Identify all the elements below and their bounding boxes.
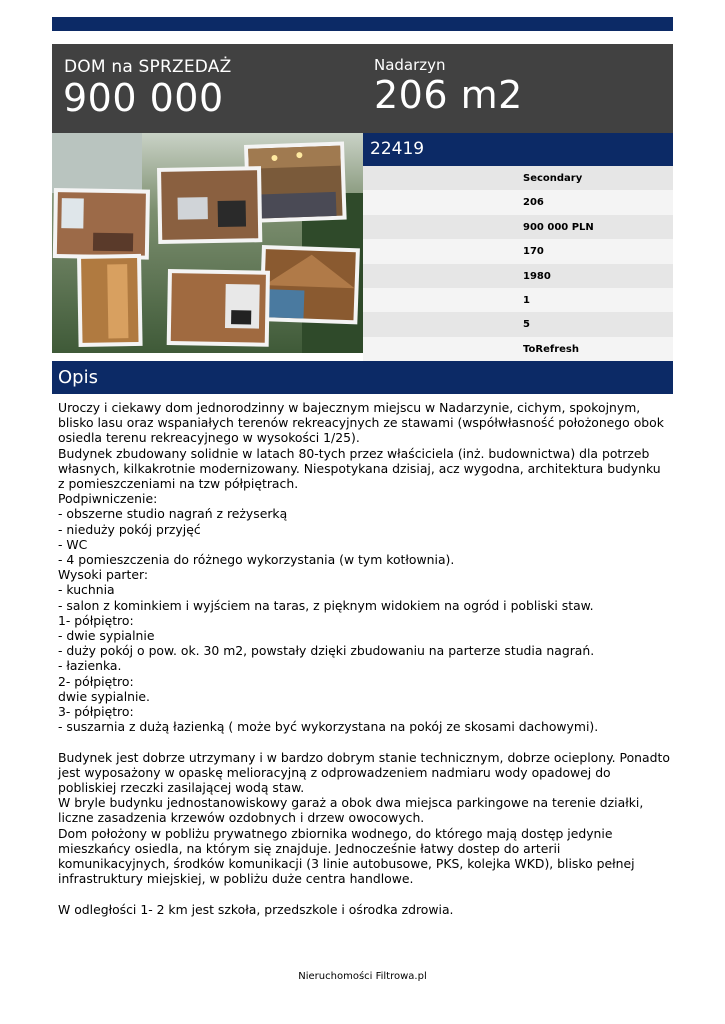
detail-value: 5 (523, 319, 530, 331)
price-value: 900 000 (63, 76, 224, 120)
location-label: Nadarzyn (374, 56, 446, 74)
description-heading-bar (52, 361, 673, 394)
detail-value: 900 000 PLN (523, 221, 594, 233)
detail-row (363, 166, 673, 190)
property-photo-collage (52, 133, 363, 353)
detail-row (363, 239, 673, 263)
listing-id-bar (363, 133, 673, 166)
detail-row (363, 288, 673, 312)
detail-value: 206 (523, 197, 544, 209)
detail-row (363, 312, 673, 336)
details-table (363, 166, 673, 361)
footer-agency-name: Nieruchomości Filtrowa.pl (298, 971, 427, 982)
description-text: Uroczy i ciekawy dom jednorodzinny w bajecznym miejscu w Nadarzynie, cichym, spokojnym, blisko lasu oraz wspaniałych terenów rekreacyjnych ze stawami (współwłasność położonego obok osiedla terenu rekreacyjnego w wysokości 1/25). Budynek zbudowany solidnie w latach 80-tych przez właściciela (inż. budownictwa) dla potrzeb własnych, kilkakrotnie modernizowany. Niespotykana dzisiaj, acz wygodna, architektura budynku z pomieszczeniami na tzw półpiętrach. Podpiwniczenie: - obszerne studio nagrań z reżyserką - nieduży pokój przyjęć - WC - 4 pomieszczenia do różnego wykorzystania (w tym kotłownia). Wysoki parter: - kuchnia - salon z kominkiem i wyjściem na taras, z pięknym widokiem na ogród i pobliski staw. 1- półpiętro: - dwie sypialnie - duży pokój o pow. ok. 30 m2, powstały dzięki zbudowaniu na parterze studia nagrań. - łazienka. 2- półpiętro: dwie sypialnie. 3- półpiętro: - suszarnia z dużą łazienką ( może być wykorzystana na pokój ze skosami dachowymi). Budynek jest dobrze utrzymany i w bardzo dobrym stanie technicznym, dobrze ocieplony. Ponadto jest wyposażony w opaskę melioracyjną z odprowadzeniem nadmiaru wody opadowej do pobliskiej rzeczki zasilającej wodą staw. W bryle budynku jednostanowiskowy garaż a obok dwa miejsca parkingowe na terenie działki, liczne zasadzenia krzewów ozdobnych i drzew owocowych. Dom położony w pobliżu prywatnego zbiornika wodnego, do którego mają dostęp jedynie mieszkańcy osiedla, na którym się znajduje. Jednocześnie łatwy dostep do arterii komunikacyjnych, środków komunikacji (3 linie autobusowe, PKS, kolejka WKD), blisko pełnej infrastruktury miejskiej, w pobliżu duże centra handlowe. W odległości 1- 2 km jest szkoła, przedszkole i ośrodka zdrowia. (58, 400, 670, 917)
detail-value: ToRefresh (523, 343, 579, 355)
detail-value: Secondary (523, 173, 583, 184)
area-value: 206 m2 (374, 73, 523, 117)
detail-value: 170 (523, 246, 544, 258)
detail-value: 1 (523, 294, 530, 306)
detail-row (363, 215, 673, 239)
detail-row (363, 190, 673, 214)
description-heading: Opis (58, 367, 98, 388)
top-accent-bar (52, 17, 673, 31)
detail-value: 1980 (523, 270, 551, 282)
listing-id: 22419 (370, 139, 425, 159)
detail-row (363, 264, 673, 288)
listing-header (52, 44, 673, 133)
detail-row (363, 337, 673, 361)
offer-type-label: DOM na SPRZEDAŻ (64, 57, 232, 77)
